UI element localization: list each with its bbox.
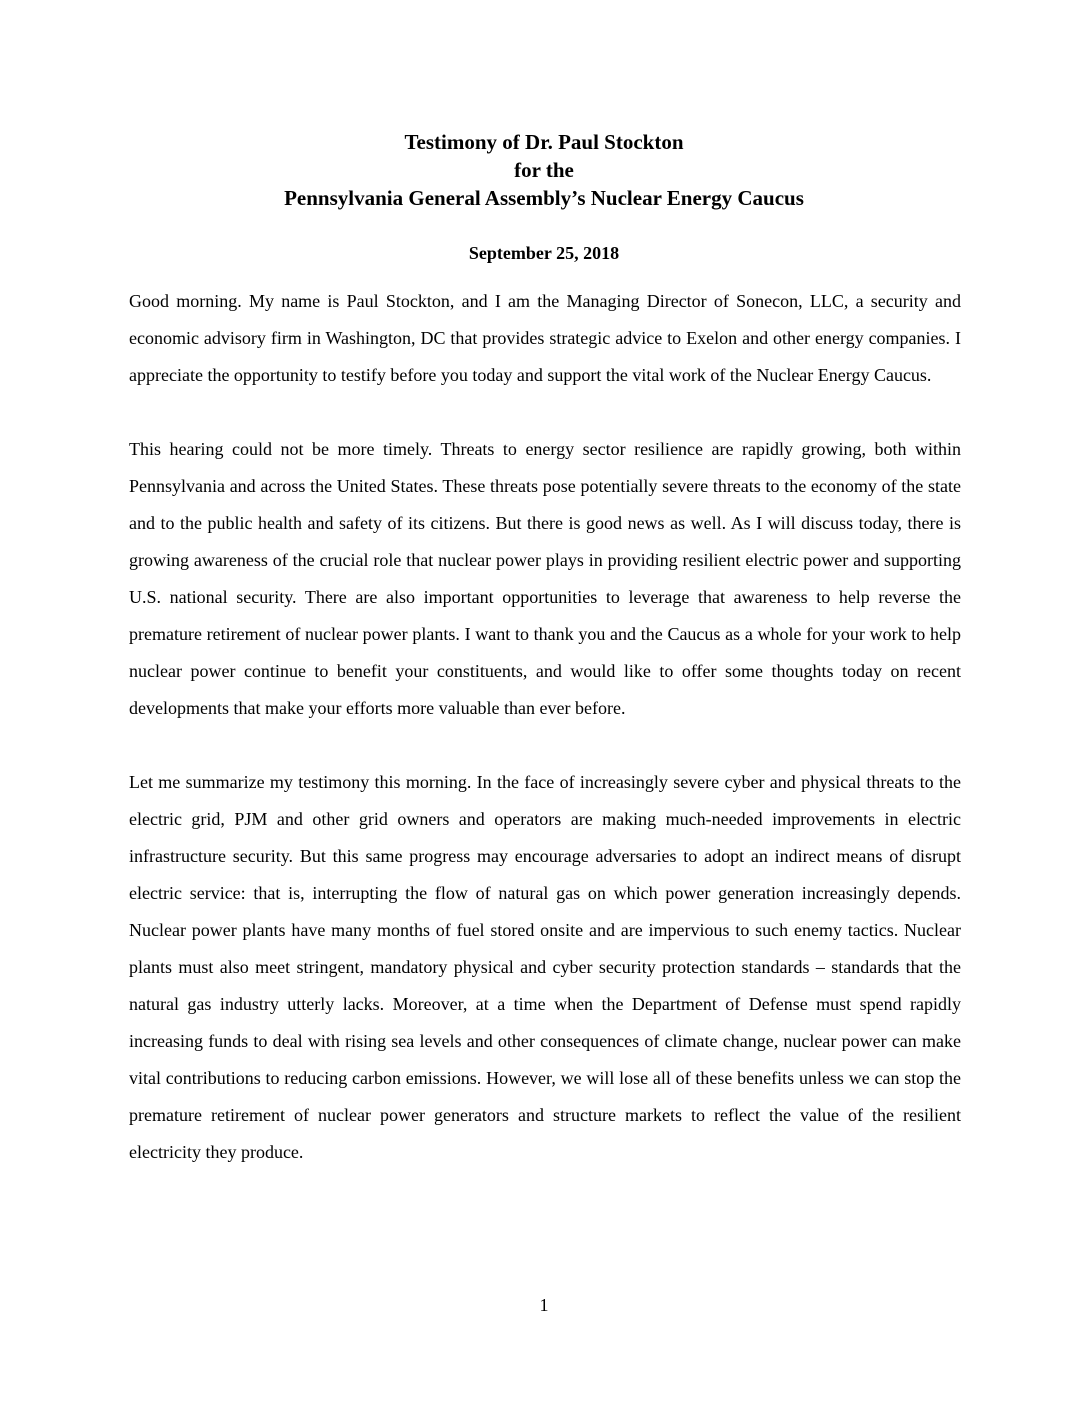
title-line-3: Pennsylvania General Assembly’s Nuclear Energy Caucus: [284, 186, 804, 210]
document-date: September 25, 2018: [468, 243, 620, 263]
page-number: 1: [539, 1295, 549, 1315]
paragraph-summary: Let me summarize my testimony this morning. In the face of increasingly severe cyber and physical threats to the electric grid, PJM and other grid owners and operators are making much-needed improvements in electric infrastructure security. But this same progress may encourage adversaries to adopt an indirect means of disrupt electric service: that is, interrupting the flow of natural gas on which power generation increasingly depends. Nuclear power plants have many months of fuel stored onsite and are impervious to such enemy tactics. Nuclear plants must also meet stringent, mandatory physical and cyber security protection standards – standards that the natural gas industry utterly lacks. Moreover, at a time when the Department of Defense must spend rapidly increasing funds to deal with rising sea levels and other consequences of climate change, nuclear power can make vital contributions to reducing carbon emissions. However, we will lose all of these benefits unless we can stop the premature retirement of nuclear power generators and structure markets to reflect the value of the resilient electricity they produce.: [129, 772, 961, 1162]
paragraph-introduction: Good morning. My name is Paul Stockton, and I am the Managing Director of Sonecon, LLC, a security and economic advisory firm in Washington, DC that provides strategic advice to Exelon and other energy companies. I appreciate the opportunity to testify before you today and support the vital work of the Nuclear Energy Caucus.: [129, 291, 961, 385]
paragraph-context: This hearing could not be more timely. Threats to energy sector resilience are rapidly growing, both within Pennsylvania and across the United States. These threats pose potentially severe threats to the economy of the state and to the public health and safety of its citizens. But there is good news as well. As I will discuss today, there is growing awareness of the crucial role that nuclear power plays in providing resilient electric power and supporting U.S. national security. There are also important opportunities to leverage that awareness to help reverse the premature retirement of nuclear power plants. I want to thank you and the Caucus as a whole for your work to help nuclear power continue to benefit your constituents, and would like to offer some thoughts today on recent developments that make your efforts more valuable than ever before.: [129, 439, 961, 718]
title-line-2: for the: [514, 158, 574, 182]
title-line-1: Testimony of Dr. Paul Stockton: [404, 130, 684, 154]
document-title: [0, 128, 1088, 212]
document-body: [129, 283, 961, 1208]
